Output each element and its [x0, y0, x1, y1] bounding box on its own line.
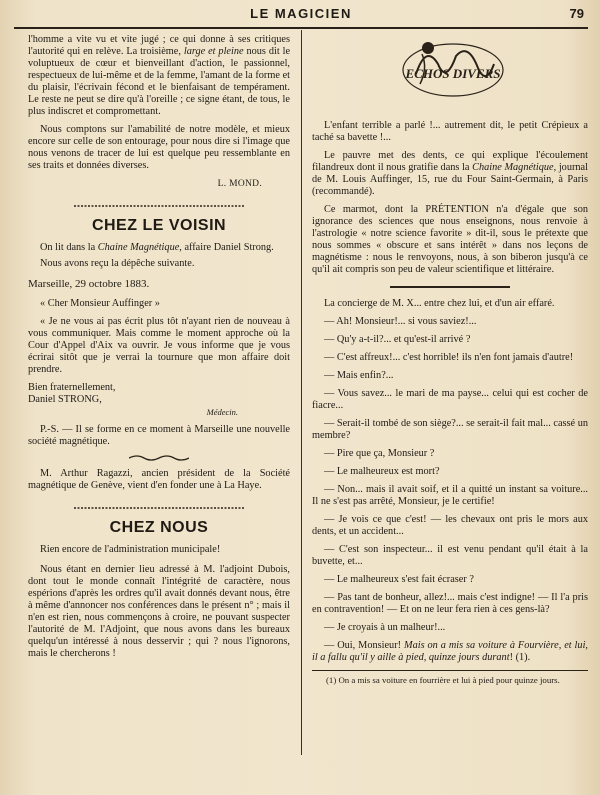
section-title-voisin: CHEZ LE VOISIN [91, 217, 227, 234]
echos-logo [312, 34, 588, 110]
dialogue-line: — Non... mais il avait soif, et il a quitté un instant sa voiture... Il ne s'est pas arrêté, Monsieur, je le certifie! [312, 484, 588, 507]
section-ornament-2 [28, 502, 290, 512]
dateline: Marseille, 29 octobre 1883. [28, 278, 150, 290]
echos-paragraph-1: L'enfant terrible a parlé !... autrement dit, le petit Crépieux a taché sa bavette !... [312, 120, 588, 143]
dialogue-line: — C'est affreux!... c'est horrible! ils n'en font jamais d'autre! [324, 352, 574, 363]
dialogue [312, 298, 588, 664]
ragazzi-paragraph: M. Arthur Ragazzi, ancien président de la Société magnétique de Genève, vient d'en fonder une à La Haye. [28, 468, 290, 491]
intro-text-italic: large et pleine [183, 46, 244, 57]
letter-body: « Je ne vous ai pas écrit plus tôt n'ayant rien de nouveau à vous communiquer. Mais comme le moment approche où la Cour d'Appel d'Aix va ouvrir. Je vous informe que je vous écrirai sitôt que je verrai la tournure que mon affaire doit prendre. [28, 316, 290, 375]
echos-paragraph-2: Le pauvre met des dents, ce qui explique l'écoulement filandreux dont il nous gratifie dans la Chaine Magnétique, journal de M. Louis Auffinger, 15, rue du Four Saint-Germain, à Paris (recommandé). [312, 150, 588, 197]
author-signature: L. MOND. [217, 179, 262, 189]
intro-paragraph [28, 34, 290, 118]
nous-paragraph-1: Rien encore de l'administration municipale! [40, 544, 221, 555]
page-number: 79 [569, 6, 584, 21]
dialogue-line: — Vous savez... le mari de ma payse... celui qui est cocher de fiacre... [312, 388, 588, 411]
small-ornament [28, 452, 290, 462]
voisin-paragraph-2: Nous avons reçu la dépêche suivante. [40, 258, 195, 269]
left-column [28, 34, 290, 660]
intro-text-b: nous dit le voluptueux de cœur et bienveillant d'action, le passionnel, respectueux de lui-même et de la femme, l'amant de la forme et du plaisir, l'écrivain fécond et le bienfaisant de tempérament. Le reste ne peut se dire qu'à l'oreille ; ce signe étant, de tous, le plus indiscret et compromettant. [28, 46, 291, 117]
echos-paragraph-3: Ce marmot, dont la PRÉTENTION n'a d'égale que son ignorance des sciences que nous enseignons, nous renvoie à l'astrologie « notre science favorite » dit-il, sous le prétexte que nous sommes « obscure et sans intérêt » dans nos leçons de magnétisme : nous le renvoyons, nous, à son biberon jusqu'à ce qu'il ait compris son peu de valeur scientifique et littéraire. [312, 204, 588, 275]
dialogue-line: — Qu'y a-t-il?... et qu'est-il arrivé ? [324, 334, 471, 345]
intro-text-a: l'homme a vite vu et vite jugé ; ce qui donne à ses critiques l'autorité qui en relève. La troisième, [28, 34, 290, 57]
dialogue-line: — Serait-il tombé de son siège?... se serait-il fait mal... cassé un membre? [312, 418, 588, 441]
signer-title: Médecin. [206, 407, 238, 417]
page-header [14, 6, 588, 28]
dialogue-line: — Je vois ce que c'est! — les chevaux ont pris le mors aux dents, et un accident... [312, 514, 588, 537]
voisin-paragraph-1: On lit dans la Chaine Magnétique, affaire Daniel Strong. [40, 242, 274, 253]
dialogue-line: — Ah! Monsieur!... si vous saviez!... [324, 316, 477, 327]
dialogue-line: — Le malheureux s'est fait écraser ? [324, 574, 474, 585]
footnote: (1) On a mis sa voiture en fourrière et lui à pied pour quinze jours. [326, 675, 560, 685]
dialogue-line: — Pas tant de bonheur, allez!... mais c'est indigne! — Il l'a pris en contravention! — Et on ne leur fera rien à ces gens-là? [312, 592, 588, 615]
right-column [312, 34, 588, 686]
dialogue-last-line: — Oui, Monsieur! Mais on a mis sa voiture à Fourvière, et lui, il a fallu qu'il y aille à pied, quinze jours durant! (1). [312, 640, 589, 663]
journal-title: LE MAGICIEN [250, 6, 352, 21]
postscript: P.-S. — Il se forme en ce moment à Marseille une nouvelle société magnétique. [28, 424, 290, 447]
dialogue-line: — C'est son inspecteur... il est venu pendant qu'il était à la buvette, et... [312, 544, 588, 567]
header-rule [14, 27, 588, 29]
dialogue-line: La concierge de M. X... entre chez lui, et d'un air effaré. [324, 298, 555, 309]
salutation: « Cher Monsieur Auffinger » [40, 298, 160, 309]
letter-signer: Daniel STRONG, [28, 394, 102, 405]
logo-lettering: ECHOS DIVERS [405, 66, 501, 81]
nous-paragraph-2: Nous étant en dernier lieu adressé à M. l'adjoint Dubois, dont tout le monde connaît l'intégrité de caractère, nous espérions d'après les ordres qu'il avait donnés devant nous, être à même d'annoncer nos conférences dans le présent n° ; mais il n'en est rien, nous commençons à croire, ne pouvant suspecter l'autorité de M. l'Adjoint, que nous avons dans les bureaux quelqu'un intéressé à nous desservir ; qui ? nous l'ignorons, mais le chercherons ! [28, 564, 290, 659]
section-title-nous: CHEZ NOUS [109, 519, 209, 536]
column-divider [301, 30, 302, 755]
dialogue-line: — Pire que ça, Monsieur ? [324, 448, 435, 459]
closing-paragraph: Nous comptons sur l'amabilité de notre modèle, et mieux encore sur celle de son entourage, pour nous dire si l'image que nous venons de tracer de lui est quelque peu ressemblante en ses traits et données diverses. [28, 124, 290, 171]
dialogue-line: — Mais enfin?... [324, 370, 394, 381]
section-ornament [28, 200, 290, 210]
dialogue-line: — Je croyais à un malheur!... [324, 622, 446, 633]
dialogue-line: — Le malheureux est mort? [324, 466, 440, 477]
letter-closing: Bien fraternellement, [28, 382, 116, 393]
